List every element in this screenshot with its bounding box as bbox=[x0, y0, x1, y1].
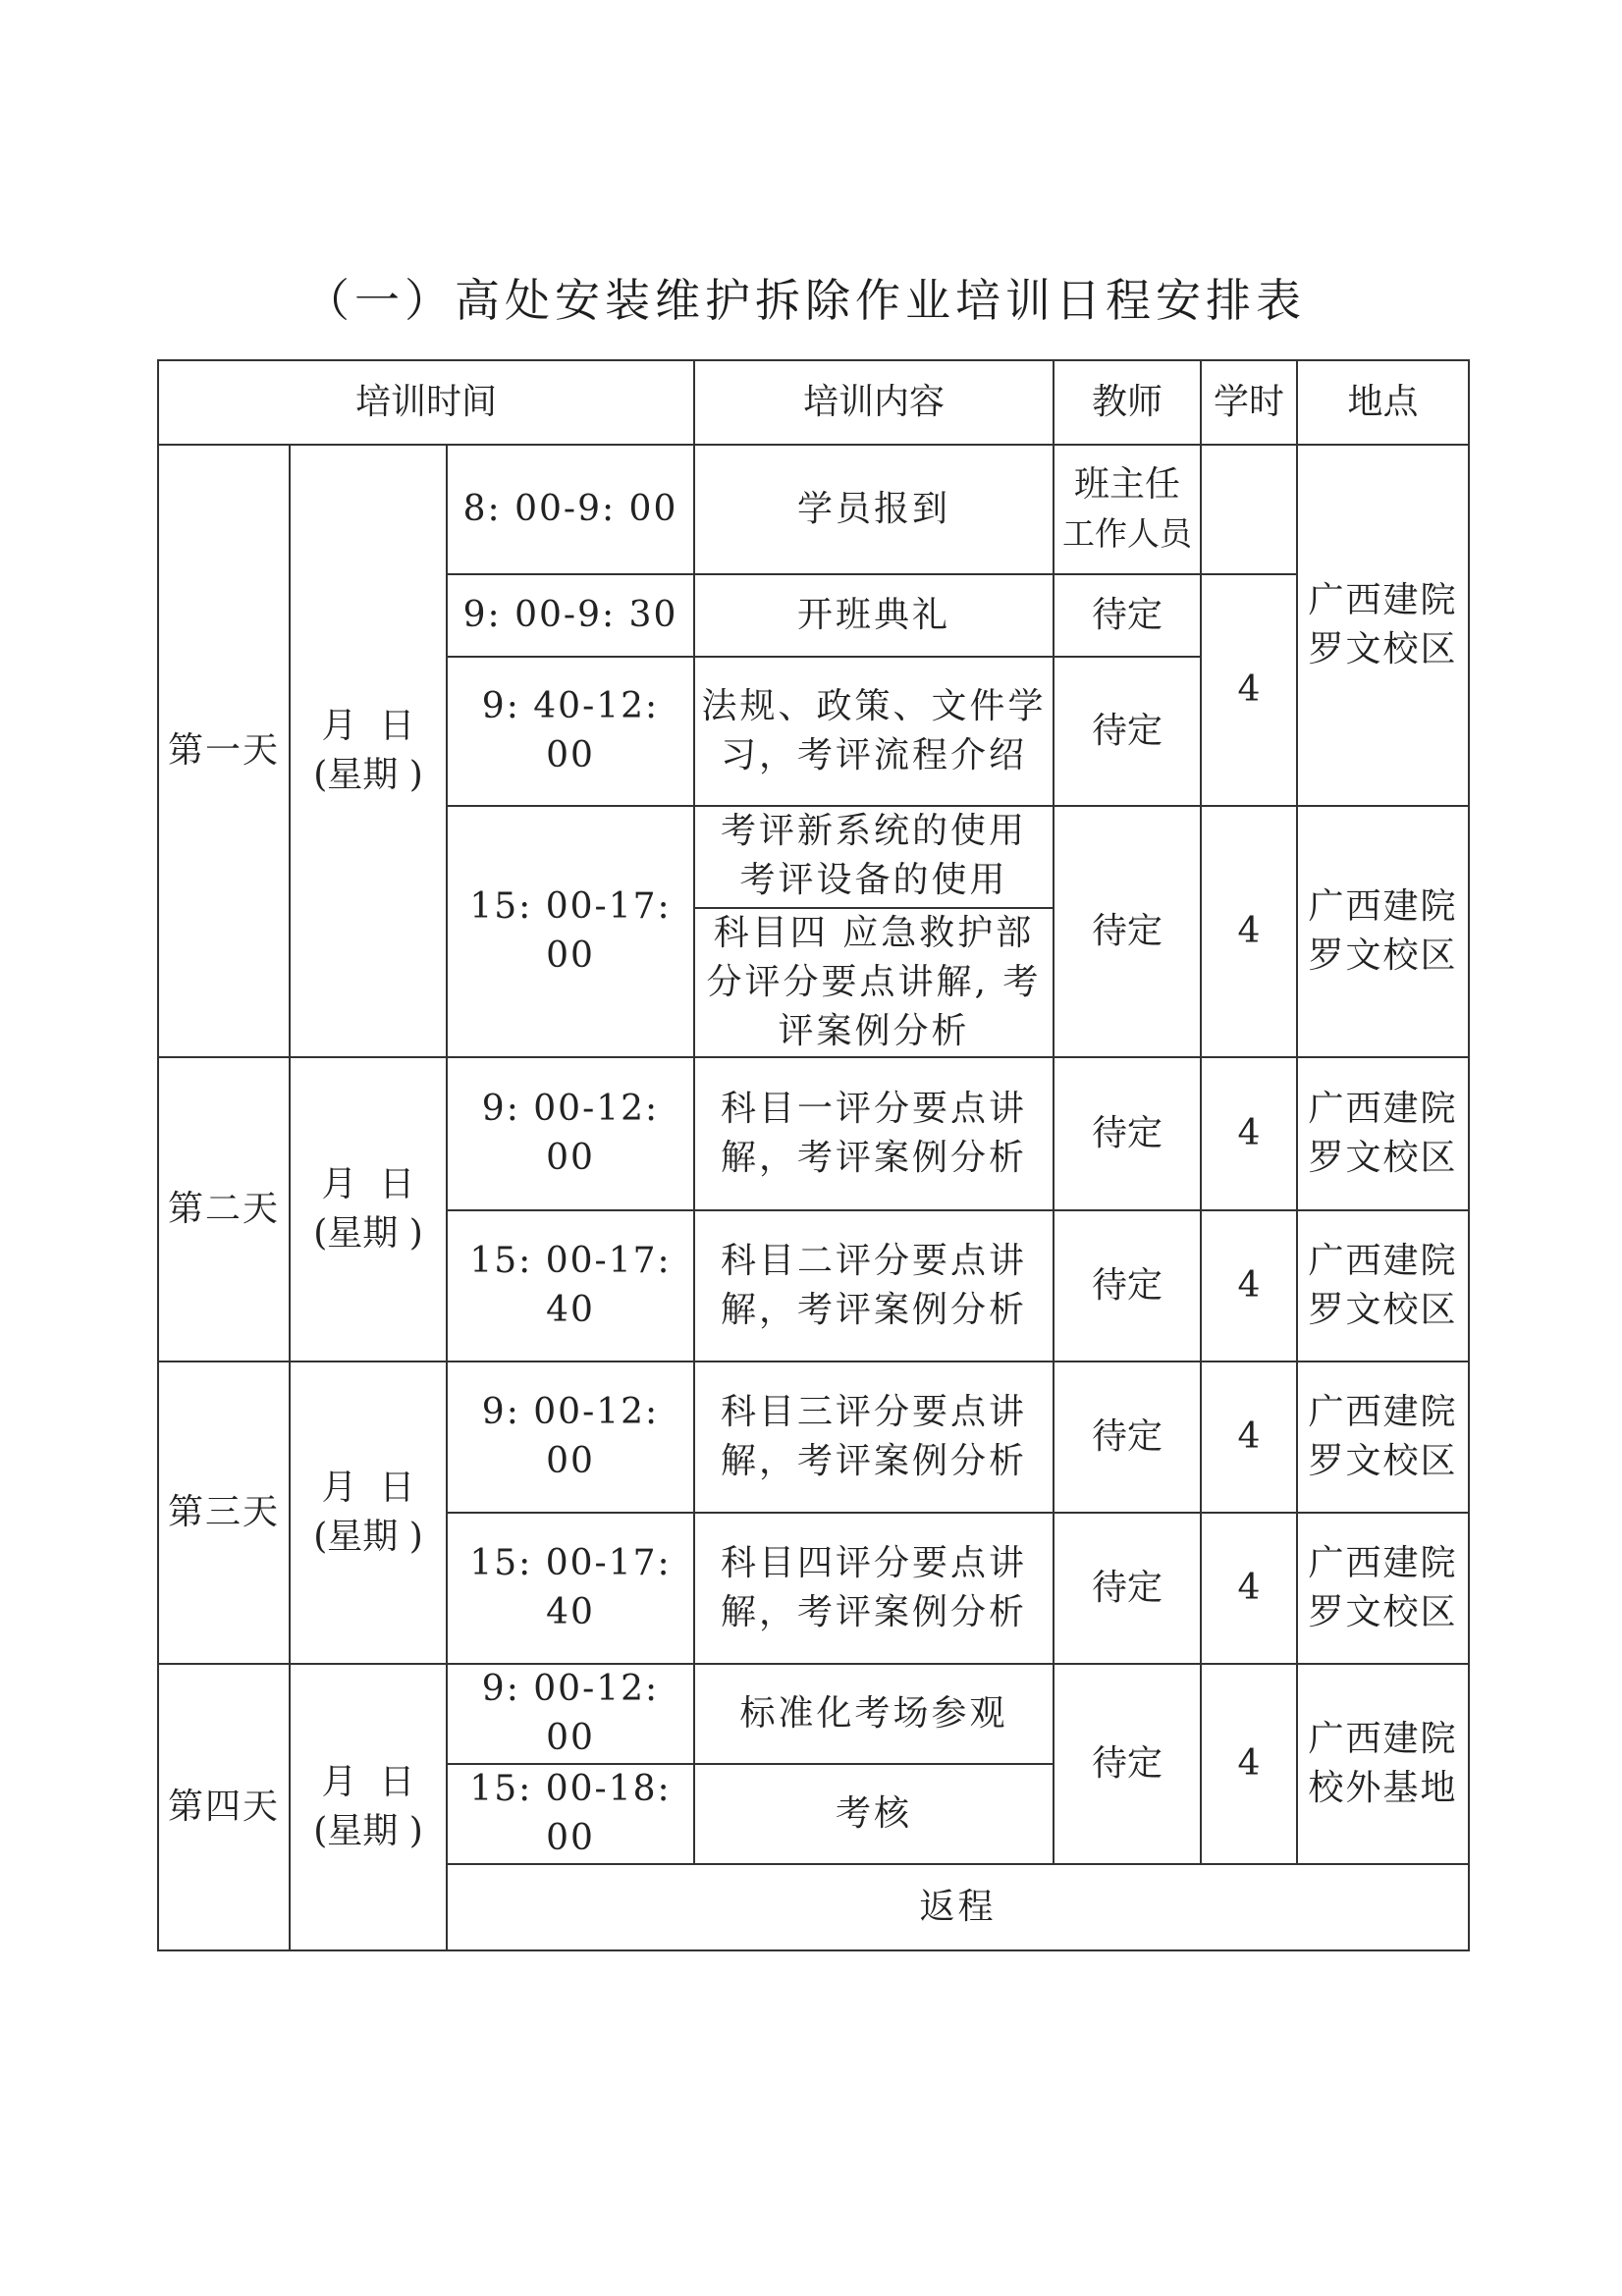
content-line: 法规、政策、文件学 bbox=[701, 686, 1047, 726]
session-hours: 4 bbox=[1201, 574, 1297, 806]
day-date bbox=[290, 445, 447, 1057]
session-time: 9: 40-12: 00 bbox=[447, 657, 694, 806]
day-date bbox=[290, 1664, 447, 1950]
session-content: 开班典礼 bbox=[694, 574, 1054, 657]
session-teacher: 待定 bbox=[1054, 657, 1201, 806]
content-line: 科目三评分要点讲 bbox=[720, 1392, 1027, 1432]
session-location bbox=[1297, 1057, 1469, 1210]
table-header-row bbox=[158, 360, 1469, 445]
session-content bbox=[694, 1210, 1054, 1362]
session-time: 9: 00-12: 00 bbox=[447, 1362, 694, 1513]
schedule-table bbox=[157, 359, 1470, 1951]
content-line: 考评设备的使用 bbox=[739, 860, 1008, 900]
session-location bbox=[1297, 1362, 1469, 1513]
table-row bbox=[158, 1362, 1469, 1513]
location-line: 罗文校区 bbox=[1308, 1441, 1458, 1481]
day-label: 第一天 bbox=[158, 445, 290, 1057]
table-row bbox=[158, 1057, 1469, 1210]
header-content: 培训内容 bbox=[694, 360, 1054, 445]
session-hours: 4 bbox=[1201, 1664, 1297, 1864]
teacher-line: 工作人员 bbox=[1062, 514, 1192, 553]
weekday-text: (星期 ) bbox=[313, 1517, 423, 1557]
content-line: 评案例分析 bbox=[778, 1011, 970, 1051]
day-label: 第四天 bbox=[158, 1664, 290, 1950]
session-teacher: 待定 bbox=[1054, 1057, 1201, 1210]
location-line: 罗文校区 bbox=[1308, 1138, 1458, 1178]
session-hours: 4 bbox=[1201, 806, 1297, 1057]
content-line: 习，考评流程介绍 bbox=[720, 735, 1027, 775]
weekday-text: (星期 ) bbox=[313, 755, 423, 795]
content-line: 科目二评分要点讲 bbox=[720, 1241, 1027, 1281]
weekday-text: (星期 ) bbox=[313, 1811, 423, 1851]
table-row bbox=[158, 445, 1469, 574]
session-content: 标准化考场参观 bbox=[694, 1664, 1054, 1764]
table-row bbox=[158, 1664, 1469, 1764]
session-teacher: 待定 bbox=[1054, 574, 1201, 657]
location-line: 校外基地 bbox=[1308, 1768, 1458, 1808]
header-location: 地点 bbox=[1297, 360, 1469, 445]
session-time: 15: 00-17: 40 bbox=[447, 1210, 694, 1362]
location-line: 广西建院 bbox=[1308, 580, 1458, 620]
session-location bbox=[1297, 1210, 1469, 1362]
date-text: 月 日 bbox=[321, 706, 415, 746]
session-time: 9: 00-9: 30 bbox=[447, 574, 694, 657]
content-subcell-top bbox=[695, 807, 1053, 909]
content-line: 考评新系统的使用 bbox=[720, 811, 1027, 851]
session-hours: 4 bbox=[1201, 1210, 1297, 1362]
session-time: 8: 00-9: 00 bbox=[447, 445, 694, 574]
session-teacher: 待定 bbox=[1054, 1210, 1201, 1362]
session-teacher: 待定 bbox=[1054, 1362, 1201, 1513]
session-teacher: 待定 bbox=[1054, 1664, 1201, 1864]
location-line: 罗文校区 bbox=[1308, 629, 1458, 669]
session-location bbox=[1297, 806, 1469, 1057]
weekday-text: (星期 ) bbox=[313, 1213, 423, 1254]
header-teacher: 教师 bbox=[1054, 360, 1201, 445]
date-text: 月 日 bbox=[321, 1468, 415, 1508]
location-line: 广西建院 bbox=[1308, 1543, 1458, 1583]
return-trip: 返程 bbox=[447, 1864, 1469, 1950]
header-hours: 学时 bbox=[1201, 360, 1297, 445]
session-time: 15: 00-18: 00 bbox=[447, 1764, 694, 1864]
content-line: 解，考评案例分析 bbox=[720, 1290, 1027, 1330]
location-line: 罗文校区 bbox=[1308, 1592, 1458, 1632]
location-line: 罗文校区 bbox=[1308, 1290, 1458, 1330]
day-label: 第二天 bbox=[158, 1057, 290, 1362]
date-text: 月 日 bbox=[321, 1164, 415, 1204]
location-line: 广西建院 bbox=[1308, 1719, 1458, 1759]
session-hours-empty bbox=[1201, 445, 1297, 574]
location-line: 广西建院 bbox=[1308, 1089, 1458, 1129]
location-line: 广西建院 bbox=[1308, 886, 1458, 927]
session-teacher: 待定 bbox=[1054, 806, 1201, 1057]
session-content bbox=[694, 1513, 1054, 1664]
session-time: 9: 00-12: 00 bbox=[447, 1057, 694, 1210]
session-location bbox=[1297, 1664, 1469, 1864]
session-time: 9: 00-12: 00 bbox=[447, 1664, 694, 1764]
day-date bbox=[290, 1362, 447, 1664]
content-line: 解，考评案例分析 bbox=[720, 1592, 1027, 1632]
day-date bbox=[290, 1057, 447, 1362]
session-location bbox=[1297, 445, 1469, 806]
session-teacher bbox=[1054, 445, 1201, 574]
session-content: 学员报到 bbox=[694, 445, 1054, 574]
location-line: 广西建院 bbox=[1308, 1392, 1458, 1432]
session-content bbox=[694, 806, 1054, 1057]
session-content bbox=[694, 1057, 1054, 1210]
content-line: 科目一评分要点讲 bbox=[720, 1089, 1027, 1129]
content-line: 科目四 应急救护部 bbox=[713, 913, 1035, 953]
session-hours: 4 bbox=[1201, 1362, 1297, 1513]
session-hours: 4 bbox=[1201, 1513, 1297, 1664]
session-content bbox=[694, 1362, 1054, 1513]
session-content: 考核 bbox=[694, 1764, 1054, 1864]
header-time: 培训时间 bbox=[158, 360, 694, 445]
session-time: 15: 00-17: 40 bbox=[447, 1513, 694, 1664]
day-label: 第三天 bbox=[158, 1362, 290, 1664]
session-hours: 4 bbox=[1201, 1057, 1297, 1210]
location-line: 广西建院 bbox=[1308, 1241, 1458, 1281]
session-content bbox=[694, 657, 1054, 806]
session-time: 15: 00-17: 00 bbox=[447, 806, 694, 1057]
teacher-line: 班主任 bbox=[1073, 464, 1180, 505]
session-teacher: 待定 bbox=[1054, 1513, 1201, 1664]
page-title: （一）高处安装维护拆除作业培训日程安排表 bbox=[304, 274, 1306, 327]
content-line: 解，考评案例分析 bbox=[720, 1138, 1027, 1178]
session-location bbox=[1297, 1513, 1469, 1664]
location-line: 罗文校区 bbox=[1308, 935, 1458, 976]
content-line: 解，考评案例分析 bbox=[720, 1441, 1027, 1481]
content-line: 科目四评分要点讲 bbox=[720, 1543, 1027, 1583]
date-text: 月 日 bbox=[321, 1762, 415, 1802]
content-line: 分评分要点讲解, 考 bbox=[706, 962, 1042, 1002]
